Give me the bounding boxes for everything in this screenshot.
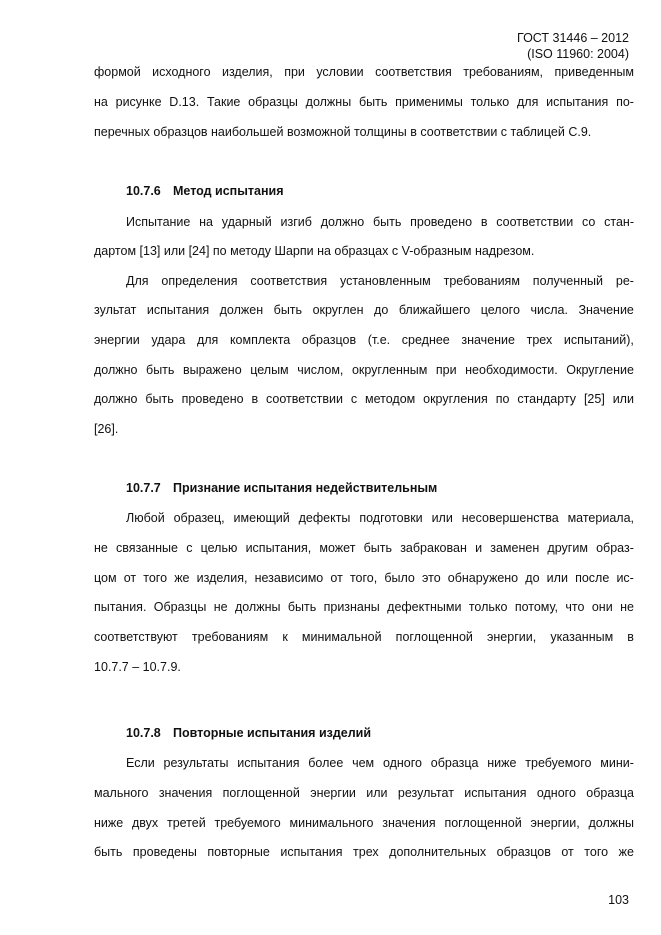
word: не [620,600,634,614]
word: они [591,600,613,614]
word: имеющий [233,511,290,525]
word: изделия, [196,571,248,585]
word: при [284,65,305,79]
word: рисунке [115,95,162,109]
word: быть [145,392,174,406]
word: должен [219,303,264,317]
page-number: 103 [608,893,629,907]
word: испытания [146,303,210,317]
word: энергии, [487,630,537,644]
word: числа. [530,303,568,317]
word: требуемого [525,756,592,770]
standard-number: ГОСТ 31446 – 2012 [517,31,629,45]
word: целого [480,303,520,317]
word: округлен [312,303,364,317]
word: формой [94,65,141,79]
word: применимы [395,95,463,109]
word: должно [94,363,138,377]
word: не [213,600,228,614]
running-header [517,30,629,62]
word: при [435,363,457,377]
word: одного [382,756,422,770]
text-line: 10.7.7 – 10.7.9. [94,660,181,674]
section-number: 10.7.8 [126,726,161,740]
text-line [126,755,634,771]
word: пытания. [94,600,147,614]
word: результат [397,786,454,800]
word: Для [126,274,149,288]
word: чем [352,756,375,770]
word: быть [94,845,123,859]
word: поглощенной [395,630,473,644]
text-line [94,844,634,860]
word: с [350,392,358,406]
word: целым [250,363,289,377]
text-line [94,540,634,556]
word: должно [320,215,365,229]
word: должны [234,600,281,614]
section-number: 10.7.7 [126,481,161,495]
section-heading-10-7-6 [126,183,284,199]
word: или [366,786,388,800]
word: указанным [550,630,614,644]
word: удара [151,333,186,347]
word: ниже [487,756,517,770]
word: в [251,392,259,406]
text-line [94,391,634,407]
word: числом, [297,363,344,377]
text-line: перечных образцов наибольшей возможной толщины в соответствии с таблицей С.9. [94,125,592,139]
word: трех [526,333,553,347]
word: третей [166,816,206,830]
word: Испытание [126,215,191,229]
word: к [282,630,288,644]
text-line [94,302,634,318]
word: Если [126,756,155,770]
word: испытаний), [563,333,634,347]
word: трех [353,845,379,859]
section-heading-10-7-7 [126,480,437,496]
word: может [319,541,356,555]
word: стандарту [517,392,577,406]
text-line [94,64,634,80]
word: результаты [163,756,229,770]
section-heading-10-7-8 [126,725,371,741]
word: цом [94,571,117,585]
word: быть [287,600,317,614]
text-line [94,599,634,615]
word: среднее [401,333,450,347]
word: требованиям [443,274,520,288]
word: образцов [496,845,551,859]
word: целью [200,541,238,555]
word: независимо [254,571,324,585]
word: на [94,95,108,109]
word: образцы [248,95,298,109]
word: или [612,392,634,406]
word: образца [430,756,479,770]
word: испытания [464,786,527,800]
word: дополнительных [389,845,487,859]
text-line [94,362,634,378]
word: требуемого [214,816,281,830]
word: более [308,756,344,770]
word: испытания, [245,541,312,555]
word: только [468,600,508,614]
word: Значение [578,303,634,317]
word: в [480,215,488,229]
word: образца [586,786,634,800]
word: округленным [351,363,428,377]
word: было [384,571,415,585]
word: двух [132,816,159,830]
text-line [94,94,634,110]
word: потому, [514,600,559,614]
word: полученный [532,274,604,288]
word: значения [382,816,436,830]
word: дефекты [298,511,351,525]
word: должно [94,392,138,406]
word: заменен [490,541,540,555]
word: того [143,571,168,585]
word: минимальной [301,630,382,644]
word: обнаружено [447,571,519,585]
word: образ- [596,541,634,555]
word: необходимости. [465,363,558,377]
word: или [546,571,568,585]
word: ударный [221,215,272,229]
word: для [517,95,539,109]
word: методом [365,392,416,406]
text-line: [26]. [94,422,119,436]
word: поглощенной [222,786,300,800]
text-line [126,214,634,230]
word: Округление [566,363,634,377]
word: соответствии [266,392,343,406]
word: быть [358,95,388,109]
text-line [126,273,634,289]
word: одного [536,786,576,800]
word: значения [158,786,213,800]
word: образцов [301,333,357,347]
section-number: 10.7.6 [126,184,161,198]
word: повторные [207,845,270,859]
word: Такие [206,95,241,109]
word: зультат [94,303,137,317]
word: же [174,571,190,585]
word: ре- [615,274,634,288]
word: другим [547,541,588,555]
word: до [374,303,389,317]
word: стан- [604,215,634,229]
word: забракован [400,541,467,555]
word: связанные [116,541,178,555]
word: проведены [132,845,197,859]
word: что [565,600,585,614]
word: это [422,571,441,585]
word: подготовки [359,511,423,525]
word: поглощенной [444,816,522,830]
word: или [431,511,453,525]
word: признаны [323,600,380,614]
word: соответствия [375,65,452,79]
word: проведено [410,215,473,229]
word: ис- [616,571,634,585]
word: должны [588,816,634,830]
word: испытания [280,845,343,859]
word: от [330,571,343,585]
word: энергии [310,786,356,800]
word: несовершенства [461,511,559,525]
word: соответствии [496,215,574,229]
word: испытания [237,756,300,770]
word: того, [349,571,378,585]
word: установленным [339,274,431,288]
word: значение [461,333,515,347]
word: проведено [181,392,244,406]
word: (т.е. [367,333,391,347]
text-line [94,815,634,831]
word: Образцы [153,600,207,614]
word: образец, [173,511,225,525]
word: ниже [94,816,124,830]
word: испытания [546,95,609,109]
word: только [470,95,510,109]
word: Любой [126,511,165,525]
section-title: Повторные испытания изделий [173,726,372,740]
word: материала, [567,511,634,525]
word: приведенным [554,65,634,79]
word: соответствия [250,274,328,288]
word: до [525,571,540,585]
word: округления [423,392,488,406]
word: со [582,215,596,229]
word: быть [372,215,402,229]
word: энергии, [530,816,580,830]
word: изгиб [280,215,312,229]
word: быть [146,363,175,377]
word: по- [616,95,634,109]
text-line: дартом [13] или [24] по методу Шарпи на образцах с V-образным надрезом. [94,244,535,258]
text-line [94,629,634,645]
word: мини- [600,756,634,770]
word: комплекта [229,333,291,347]
word: [25] [583,392,605,406]
word: и [475,541,483,555]
iso-reference: (ISO 11960: 2004) [527,47,629,61]
word: же [618,845,634,859]
word: от [561,845,574,859]
section-title: Признание испытания недействительным [173,481,438,495]
word: соответствуют [94,630,178,644]
word: на [199,215,214,229]
text-line [94,332,634,348]
word: выражено [182,363,242,377]
word: в [627,630,634,644]
word: требованиям, [463,65,544,79]
word: энергии [94,333,140,347]
word: D.13. [169,95,200,109]
word: мального [94,786,149,800]
text-line [126,510,634,526]
section-title: Метод испытания [173,184,284,198]
word: минимального [289,816,374,830]
word: требованиям [191,630,269,644]
word: определения [161,274,238,288]
word: быть [273,303,303,317]
word: быть [363,541,393,555]
word: дефектными [387,600,462,614]
word: после [575,571,610,585]
word: с [186,541,193,555]
word: должны [305,95,352,109]
word: условии [316,65,364,79]
word: от [123,571,137,585]
word: не [94,541,108,555]
word: ближайшего [398,303,471,317]
word: изделия, [221,65,273,79]
word: исходного [152,65,211,79]
word: для [196,333,219,347]
word: по [495,392,510,406]
word: того [584,845,609,859]
text-line [94,570,634,586]
text-line [94,785,634,801]
